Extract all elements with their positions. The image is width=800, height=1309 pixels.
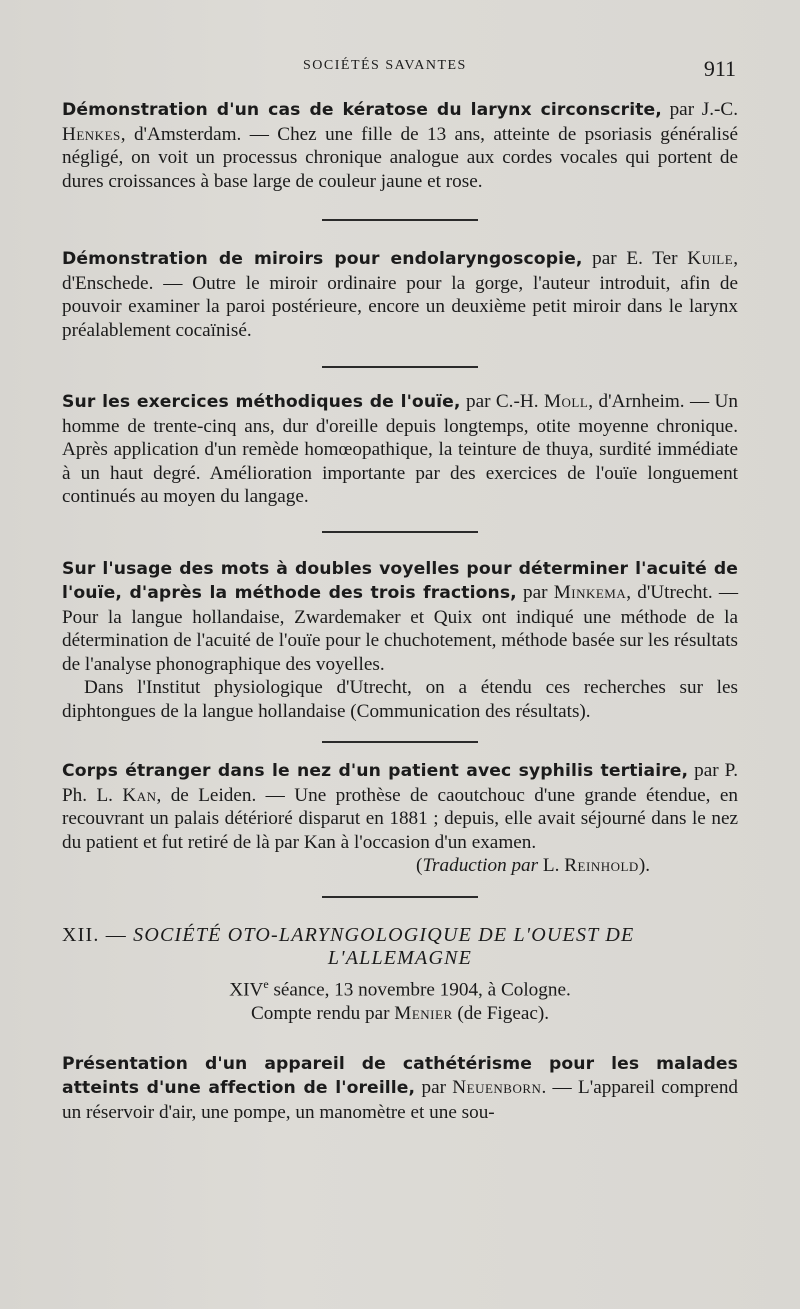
translation-credit <box>62 854 738 878</box>
credit-close: ). <box>638 855 650 876</box>
credit-name: Reinhold <box>564 855 639 876</box>
page-content <box>62 98 738 1124</box>
report-prefix: Compte rendu par <box>250 1002 395 1024</box>
session-ordinal-sup: e <box>263 976 269 991</box>
article-title: Présentation d'un appareil de cathétérisme pour les malades atteints d'une affection de l'oreille, <box>62 1053 738 1099</box>
article-body: , d'Arnheim. — Un homme de trente-cinq ans, dur d'oreille depuis longtemps, otite moyenne chronique. Après application d'un remède homœopathique, la teinture de thuya, surdité immédiate à un haut degré. Amélioration importante par des exercices de l'ouïe longuement continués au moyen du langage. <box>62 391 738 507</box>
article-title: Démonstration d'un cas de kératose du larynx circonscrite, <box>62 100 662 120</box>
article-byline: par J.-C. <box>661 99 738 120</box>
article-title: Sur l'usage des mots à doubles voyelles pour déterminer l'acuité de l'ouïe, d'après la méthode des trois fractions, <box>62 558 738 603</box>
report-info <box>62 1002 738 1026</box>
article-minkema <box>62 557 738 677</box>
section-title-line2: L'ALLEMAGNE <box>327 946 473 969</box>
article-title: Sur les exercices méthodiques de l'ouïe, <box>62 392 461 412</box>
report-author: Menier <box>394 1002 453 1024</box>
article-moll <box>62 390 738 509</box>
article-neuenborn <box>62 1052 738 1125</box>
article-kan <box>62 759 738 854</box>
article-henkes <box>62 98 738 193</box>
article-body-continued: Dans l'Institut physiologique d'Utrecht, on a étendu ces recherches sur les diphtongues de la langue hollandaise (Communication des résultats). <box>62 677 738 722</box>
running-head-title: SOCIÉTÉS SAVANTES <box>303 58 467 73</box>
article-byline: par <box>415 1077 453 1099</box>
article-title: Corps étranger dans le nez d'un patient avec syphilis tertiaire, <box>62 761 689 781</box>
article-byline: par E. Ter <box>582 248 688 269</box>
credit-name-prefix: L. <box>538 855 565 876</box>
article-body: . — L'appareil comprend un réservoir d'air, une pompe, un manomètre et une sou- <box>62 1077 739 1123</box>
article-body: , de Leiden. — Une prothèse de caoutchouc d'une grande étendue, en recouvrant un palais détérioré disparut en 1881 ; depuis, elle avait séjourné dans le nez du patient et fut retiré de là par Kan à l'occasion d'un examen. <box>62 784 738 853</box>
session-details: séance, 13 novembre 1904, à Cologne. <box>268 978 571 1000</box>
section-heading <box>62 924 738 947</box>
separator-rule <box>322 741 478 743</box>
article-author: Henkes <box>62 123 121 145</box>
article-author: Kan <box>122 784 157 806</box>
article-body: , d'Utrecht. — Pour la langue hollandaise, Zwardemaker et Quix ont indiqué une méthode de la détermination de l'acuité de l'ouïe pour le chuchotement, méthode basée sur les résultats de l'analyse phonographique des voyelles. <box>62 582 739 675</box>
article-author: Moll <box>543 391 589 412</box>
report-suffix: (de Figeac). <box>452 1002 550 1024</box>
article-author: Minkema <box>553 582 627 603</box>
running-head <box>0 58 800 82</box>
article-byline: par P. Ph. L. <box>62 760 738 806</box>
article-author: Kuile <box>687 248 734 269</box>
section-number: XII. — <box>62 923 134 946</box>
spacer <box>62 1026 738 1052</box>
session-ordinal: XIV <box>229 978 264 1000</box>
article-ter-kuile <box>62 247 738 342</box>
article-byline: par <box>516 582 554 603</box>
article-body: , d'Enschede. — Outre le miroir ordinaire pour la gorge, l'auteur introduit, afin de pouvoir examiner la paroi postérieure, encore un deuxième petit miroir dans le larynx préalablement cocaïnisé. <box>62 248 738 341</box>
article-author: Neuenborn <box>452 1077 542 1099</box>
session-info <box>62 972 738 1002</box>
article-minkema-continued <box>62 676 738 723</box>
page-number: 911 <box>703 56 736 81</box>
separator-rule <box>322 219 478 221</box>
section-title-line1: SOCIÉTÉ OTO-LARYNGOLOGIQUE DE L'OUEST DE <box>133 923 635 946</box>
article-body: , d'Amsterdam. — Chez une fille de 13 ans, atteinte de psoriasis généralisé négligé, on voit un processus chronique analogue aux cordes vocales qui portent de dures croissances à base large de couleur jaune et rose. <box>62 123 738 192</box>
credit-open: ( <box>416 855 423 876</box>
article-title: Démonstration de miroirs pour endolaryngoscopie, <box>62 249 583 269</box>
separator-rule <box>322 366 478 368</box>
article-byline: par C.-H. <box>460 391 544 412</box>
separator-rule <box>322 531 478 533</box>
separator-rule <box>322 896 478 898</box>
credit-label: Traduction par <box>422 855 539 876</box>
